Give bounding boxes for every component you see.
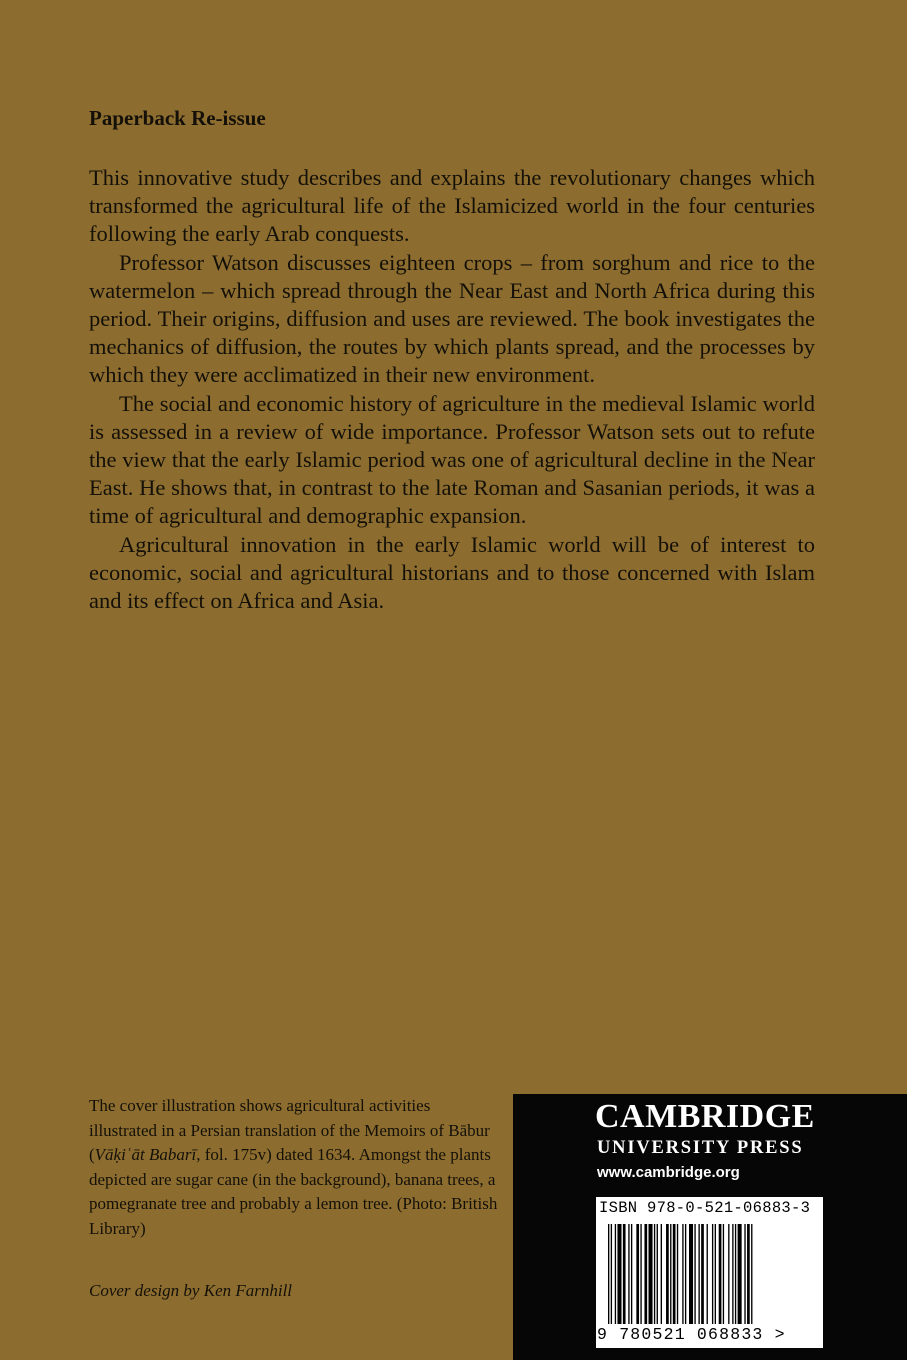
- paragraph: Agricultural innovation in the early Islamic world will be of interest to economic, social and agricultural historians and to those concerned with Islam and its effect on Africa and Asia.: [89, 531, 815, 614]
- barcode-bar: [701, 1224, 704, 1324]
- barcode-bar: [698, 1224, 699, 1324]
- barcode-bar: [617, 1224, 621, 1324]
- barcode-bar: [611, 1224, 612, 1324]
- barcode-bar: [636, 1224, 639, 1324]
- caption-text: , fol. 175v) dated 1634. Amongst the plants depicted are sugar cane (in the background), banana trees, a pomegranate tree and probably a lemon tree. (Photo: British Library): [89, 1145, 498, 1238]
- barcode-bar: [712, 1224, 713, 1324]
- barcode-bar: [735, 1224, 736, 1324]
- barcode-bar: [689, 1224, 693, 1324]
- barcode-bar: [732, 1224, 733, 1324]
- cover-illustration-caption: [89, 1094, 501, 1241]
- heading: Paperback Re-issue: [89, 106, 266, 130]
- barcode-bar: [694, 1224, 695, 1324]
- barcode-bar: [631, 1224, 632, 1324]
- barcode-bar: [673, 1224, 676, 1324]
- barcode-bar: [719, 1224, 722, 1324]
- isbn-label: ISBN 978-0-521-06883-3: [599, 1199, 811, 1217]
- barcode-bar: [723, 1224, 724, 1324]
- barcode-bar: [666, 1224, 669, 1324]
- paragraph: Professor Watson discusses eighteen crops – from sorghum and rice to the watermelon – which spread through the Near East and North Africa during this period. Their origins, diffusion and uses are reviewed. The book investigates the mechanics of diffusion, the routes by which plants spread, and the processes by which they were acclimatized in their new environment.: [89, 249, 815, 388]
- barcode-bar: [738, 1224, 742, 1324]
- barcode-bar: [751, 1224, 752, 1324]
- barcode-bar: [628, 1224, 629, 1324]
- barcode-bar: [677, 1224, 678, 1324]
- barcode-bar: [654, 1224, 655, 1324]
- paragraph: This innovative study describes and explains the revolutionary changes which transformed the agricultural life of the Islamicized world in the four centuries following the early Arab conquests.: [89, 165, 815, 247]
- barcode-bar: [649, 1224, 653, 1324]
- caption-title: Vāḳiʿāt Babarī: [94, 1145, 197, 1164]
- barcode-bar: [670, 1224, 671, 1324]
- barcode-bar: [661, 1224, 662, 1324]
- barcode-bar: [644, 1224, 647, 1324]
- publisher-name: CAMBRIDGE: [595, 1098, 815, 1135]
- cover-design-credit: Cover design by Ken Farnhill: [89, 1281, 293, 1300]
- barcode-bar: [747, 1224, 750, 1324]
- description: [89, 164, 815, 615]
- barcode-bar: [707, 1224, 708, 1324]
- paragraph: The social and economic history of agriculture in the medieval Islamic world is assessed in a review of wide importance. Professor Watson sets out to refute the view that the early Islamic period was one of agricultural decline in the Near East. He shows that, in contrast to the late Roman and Sasanian periods, it was a time of agricultural and demographic expansion.: [89, 390, 815, 529]
- barcode-bar: [682, 1224, 683, 1324]
- caption-text: The cover illustration shows agricultural activities illustrated in a Persian translation of the Memoirs of Bābur (: [89, 1096, 490, 1164]
- barcode-bar: [744, 1224, 745, 1324]
- publisher-subtitle: UNIVERSITY PRESS: [597, 1138, 804, 1158]
- barcode-bar: [728, 1224, 729, 1324]
- barcode-icon: [608, 1224, 811, 1324]
- barcode-bar: [640, 1224, 641, 1324]
- barcode-bar: [615, 1224, 616, 1324]
- isbn-barcode: [596, 1197, 823, 1348]
- barcode-bar: [657, 1224, 658, 1324]
- publisher-url: www.cambridge.org: [597, 1164, 740, 1181]
- barcode-bar: [685, 1224, 686, 1324]
- barcode-bar: [623, 1224, 626, 1324]
- publisher-panel: [513, 1094, 907, 1360]
- barcode-bar: [608, 1224, 609, 1324]
- barcode-bar: [715, 1224, 716, 1324]
- barcode-digits: 9 780521 068833 >: [597, 1325, 786, 1344]
